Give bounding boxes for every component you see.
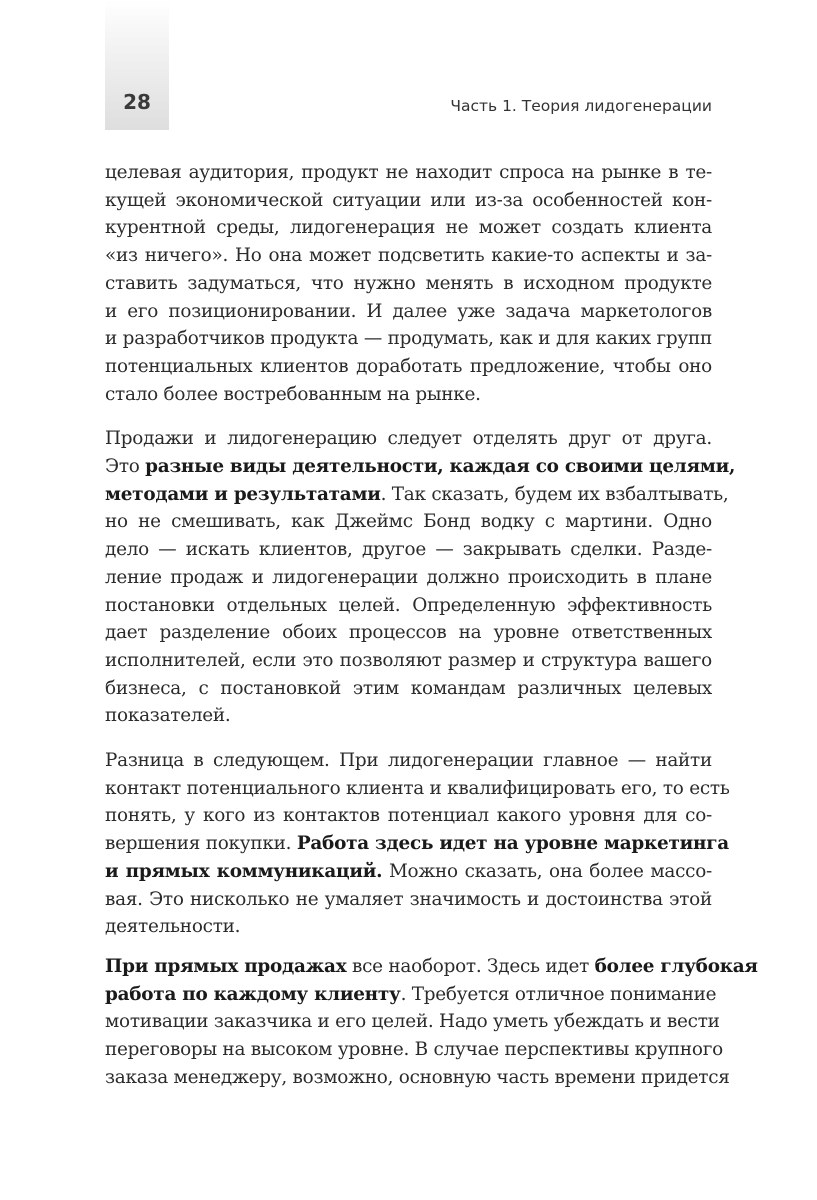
text-run: . Так сказать, будем их взбалтывать, <box>380 483 729 505</box>
text-run: вая. Это нисколько не умаляет значимость и достоинства этой <box>105 888 712 910</box>
text-run: Разница в следующем. При лидогенерации главное — найти <box>105 750 712 772</box>
text-run: целевая аудитория, продукт не находит спроса на рынке в те- <box>105 162 712 183</box>
paragraph <box>105 953 758 1092</box>
paragraph <box>105 747 730 941</box>
bold-emphasis: Работа здесь идет на уровне маркетинга <box>296 833 729 855</box>
text-run: все наоборот. Здесь идет <box>346 955 595 977</box>
text-line <box>105 453 736 481</box>
text-line <box>105 187 712 215</box>
text-line <box>105 536 712 564</box>
text-line <box>105 242 712 270</box>
text-run: Это <box>105 456 146 478</box>
text-run: и разработчиков продукта — продумать, как и для каких групп <box>105 328 712 350</box>
text-run: исполнителей, если это позволяют размер и структура вашего <box>105 649 712 671</box>
text-run: контакт потенциального клиента и квалифицировать его, то есть <box>105 777 730 799</box>
text-run: ление продаж и лидогенерации должно происходить в плане <box>105 566 712 588</box>
text-line <box>105 675 712 703</box>
text-line <box>105 1064 730 1092</box>
text-run: заказа менеджеру, возможно, основную часть времени придется <box>105 1066 730 1088</box>
text-run: мотивации заказчика и его целей. Надо уметь убеждать и вести <box>105 1011 720 1033</box>
text-line <box>105 270 712 298</box>
text-line <box>105 830 729 858</box>
text-run: . Требуется отличное понимание <box>400 983 717 1005</box>
text-line <box>105 619 712 647</box>
text-line <box>105 564 712 592</box>
text-run: постановки отдельных целей. Определенную эффективность <box>105 594 712 616</box>
text-line <box>105 325 712 353</box>
text-line <box>105 1036 723 1064</box>
text-line <box>105 1008 720 1036</box>
text-run: курентной среды, лидогенерация не может создать клиента <box>105 217 712 239</box>
text-run: кущей экономической ситуации или из-за особенностей кон- <box>105 189 712 211</box>
text-run: показателей. <box>105 705 231 727</box>
page-number: 28 <box>123 90 151 114</box>
bold-emphasis: методами и результатами <box>105 483 381 505</box>
text-line <box>105 647 712 675</box>
text-line <box>105 953 758 981</box>
text-run: деятельности. <box>105 916 241 938</box>
paragraph <box>105 425 736 730</box>
text-line <box>105 802 712 830</box>
running-header-title: Часть 1. Теория лидогенерации <box>450 97 712 115</box>
text-run: Можно сказать, она более массо- <box>382 860 712 882</box>
text-line <box>105 858 712 886</box>
text-run: ставить задуматься, что нужно менять в исходном продукте <box>105 272 712 294</box>
paragraph <box>105 159 712 408</box>
text-line <box>105 981 717 1009</box>
body-text <box>105 159 758 1109</box>
text-run: дает разделение обоих процессов на уровне ответственных <box>105 622 712 644</box>
text-line <box>105 702 712 730</box>
text-run: переговоры на высоком уровне. В случае перспективы крупного <box>105 1039 723 1061</box>
text-line <box>105 913 712 941</box>
text-run: «из ничего». Но она может подсветить какие-то аспекты и за- <box>105 245 712 267</box>
text-line <box>105 886 712 914</box>
text-run: но не смешивать, как Джеймс Бонд водку с мартини. Одно <box>105 511 712 533</box>
text-run: вершения покупки. <box>105 833 297 855</box>
text-line <box>105 298 712 326</box>
text-line <box>105 159 712 187</box>
bold-emphasis: и прямых коммуникаций. <box>105 860 383 882</box>
text-line <box>105 592 712 620</box>
bold-emphasis: разные виды деятельности, каждая со своими целями, <box>145 456 736 478</box>
text-line <box>105 508 712 536</box>
text-line <box>105 775 730 803</box>
bold-emphasis: работа по каждому клиенту <box>105 983 401 1005</box>
text-run: Продажи и лидогенерацию следует отделять друг от друга. <box>105 428 712 450</box>
bold-emphasis: При прямых продажах <box>105 955 347 977</box>
text-line <box>105 425 712 453</box>
text-line <box>105 381 712 409</box>
text-run: понять, у кого из контактов потенциал какого уровня для со- <box>105 805 712 827</box>
text-run: дело — искать клиентов, другое — закрывать сделки. Разде- <box>105 539 712 561</box>
bold-emphasis: более глубокая <box>594 955 758 977</box>
text-run: и его позиционировании. И далее уже задача маркетологов <box>105 300 712 322</box>
text-line <box>105 353 712 381</box>
text-line <box>105 747 712 775</box>
text-run: стало более востребованным на рынке. <box>105 383 481 405</box>
text-line <box>105 481 729 509</box>
text-run: бизнеса, с постановкой этим командам различных целевых <box>105 677 712 699</box>
text-line <box>105 214 712 242</box>
text-run: потенциальных клиентов доработать предложение, чтобы оно <box>105 355 712 377</box>
